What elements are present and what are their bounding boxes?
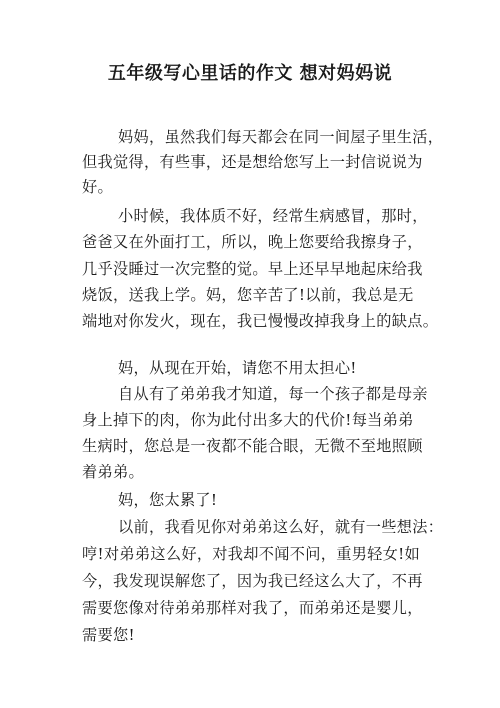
text-line: 哼!对弟弟这么好，对我却不闻不问，重男轻女!如 — [82, 545, 421, 563]
text-line: 妈，从现在开始，请您不用太担心! — [118, 359, 357, 377]
text-line: 生病时，您总是一夜都不能合眼，无微不至地照顾 — [82, 437, 423, 455]
text-line: 但我觉得，有些事，还是想给您写上一封信说说为 — [82, 153, 423, 171]
text-line: 妈，您太累了! — [118, 491, 218, 509]
text-line: 爸爸又在外面打工，所以，晚上您要给我擦身子， — [82, 233, 423, 251]
document-title: 五年级写心里话的作文 想对妈妈说 — [107, 63, 393, 84]
text-line: 需要您! — [82, 626, 135, 644]
text-line: 着弟弟。 — [82, 463, 144, 481]
text-line: 烧饭，送我上学。妈，您辛苦了!以前，我总是无 — [82, 286, 414, 304]
text-line: 以前，我看见你对弟弟这么好，就有一些想法： — [118, 518, 444, 536]
text-line: 身上掉下的肉，你为此付出多大的代价!每当弟弟 — [82, 411, 414, 429]
text-line: 今，我发现误解您了，因为我已经这么大了，不再 — [82, 572, 423, 590]
text-line: 自从有了弟弟我才知道，每一个孩子都是母亲 — [118, 385, 428, 403]
text-line: 小时候，我体质不好，经常生病感冒，那时， — [118, 207, 428, 225]
text-line: 几乎没睡过一次完整的觉。早上还早早地起床给我 — [82, 260, 423, 278]
text-line: 端地对你发火，现在，我已慢慢改掉我身上的缺点。 — [82, 312, 439, 330]
text-line: 需要您像对待弟弟那样对我了，而弟弟还是婴儿， — [82, 599, 423, 617]
text-line: 好。 — [82, 178, 113, 196]
text-line: 妈妈，虽然我们每天都会在同一间屋子里生活， — [118, 128, 444, 146]
